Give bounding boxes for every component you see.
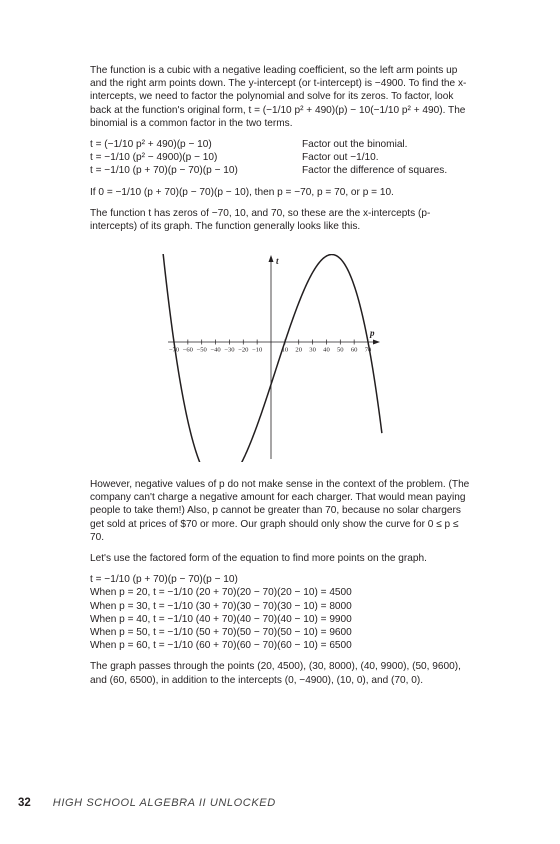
conclusion-paragraph: The graph passes through the points (20, 4500), (30, 8000), (40, 9900), (50, 9600), and (60, 6500), in addition to the intercepts (0, −4900), (10, 0), and (70, 0). <box>90 661 461 686</box>
page-footer <box>18 797 276 809</box>
step-note: Factor out the binomial. <box>302 139 408 151</box>
calc-line: When p = 50, t = −1/10 (50 + 70)(50 − 70)(50 − 10) = 9600 <box>90 627 352 639</box>
x-tick-label: 50 <box>337 346 344 354</box>
x-axis-arrow <box>373 340 380 345</box>
x-tick-label: −40 <box>210 346 221 354</box>
calc-line: t = −1/10 (p + 70)(p − 70)(p − 10) <box>90 574 238 586</box>
x-tick-label: 30 <box>309 346 316 354</box>
upper-text <box>90 64 470 241</box>
page-number: 32 <box>18 797 31 809</box>
calc-line: When p = 30, t = −1/10 (30 + 70)(30 − 70)(30 − 10) = 8000 <box>90 600 352 612</box>
lower-text <box>90 478 470 695</box>
x-tick-label: 70 <box>364 346 372 354</box>
y-axis-arrow <box>269 255 274 262</box>
x-tick-label: −50 <box>196 346 207 354</box>
x-tick-label: 10 <box>281 346 289 354</box>
cubic-graph <box>160 254 388 462</box>
zeros-line: If 0 = −1/10 (p + 70)(p − 70)(p − 10), then p = −70, p = 70, or p = 10. <box>90 186 394 198</box>
interpretation-paragraph: However, negative values of p do not make sense in the context of the problem. (The company can't charge a negative amount for each charger. That would mean paying people to take them!) Also, p cannot be greater than 70, because no solar chargers get sold at prices of $70 or more. Our graph should only show the curve for 0 ≤ p ≤ 70. <box>90 479 470 543</box>
x-axis-label: p <box>370 328 375 338</box>
step-equation: t = −1/10 (p + 70)(p − 70)(p − 10) <box>90 165 238 177</box>
book-title: HIGH SCHOOL ALGEBRA II UNLOCKED <box>52 797 276 809</box>
step-row <box>90 164 470 177</box>
step-equation: t = −1/10 (p² − 4900)(p − 10) <box>90 152 218 164</box>
step-note: Factor out −1/10. <box>302 152 379 164</box>
x-tick-label: −10 <box>251 346 263 354</box>
x-tick-label: −20 <box>238 346 249 354</box>
step-row <box>90 138 470 151</box>
y-axis-label: t <box>276 256 279 266</box>
x-tick-label: 20 <box>295 346 303 354</box>
step-equation: t = (−1/10 p² + 490)(p − 10) <box>90 139 212 151</box>
x-tick-label: 40 <box>323 346 330 354</box>
x-tick-label: 60 <box>350 346 358 354</box>
x-tick-label: −70 <box>168 346 180 354</box>
x-tick-label: −60 <box>182 346 193 354</box>
step-note: Factor the difference of squares. <box>302 165 448 177</box>
graph-svg <box>160 254 388 462</box>
zeros-paragraph: The function t has zeros of −70, 10, and 70, so these are the x-intercepts (p-intercepts) of its graph. The function generally looks like this. <box>90 207 431 233</box>
calc-line: When p = 40, t = −1/10 (40 + 70)(40 − 70)(40 − 10) = 9900 <box>90 613 352 625</box>
calculation-lines <box>90 573 470 652</box>
factored-intro: Let's use the factored form of the equation to find more points on the graph. <box>90 553 427 565</box>
step-row <box>90 151 470 164</box>
x-tick-label: −30 <box>224 346 235 354</box>
factoring-steps <box>90 138 470 178</box>
calc-line: When p = 20, t = −1/10 (20 + 70)(20 − 70)(20 − 10) = 4500 <box>90 587 352 599</box>
calc-line: When p = 60, t = −1/10 (60 + 70)(60 − 70)(60 − 10) = 6500 <box>90 640 352 652</box>
intro-paragraph: The function is a cubic with a negative leading coefficient, so the left arm points up and the right arm points down. The y-intercept (or t-intercept) is −4900. To find the x-intercepts, we need to factor the polynomial and solve for its zeros. To factor, look back at the function's original form, t = (−1/10 p² + 490)(p) − 10(−1/10 p² + 490). The binomial is a common factor in the two terms. <box>90 65 467 129</box>
